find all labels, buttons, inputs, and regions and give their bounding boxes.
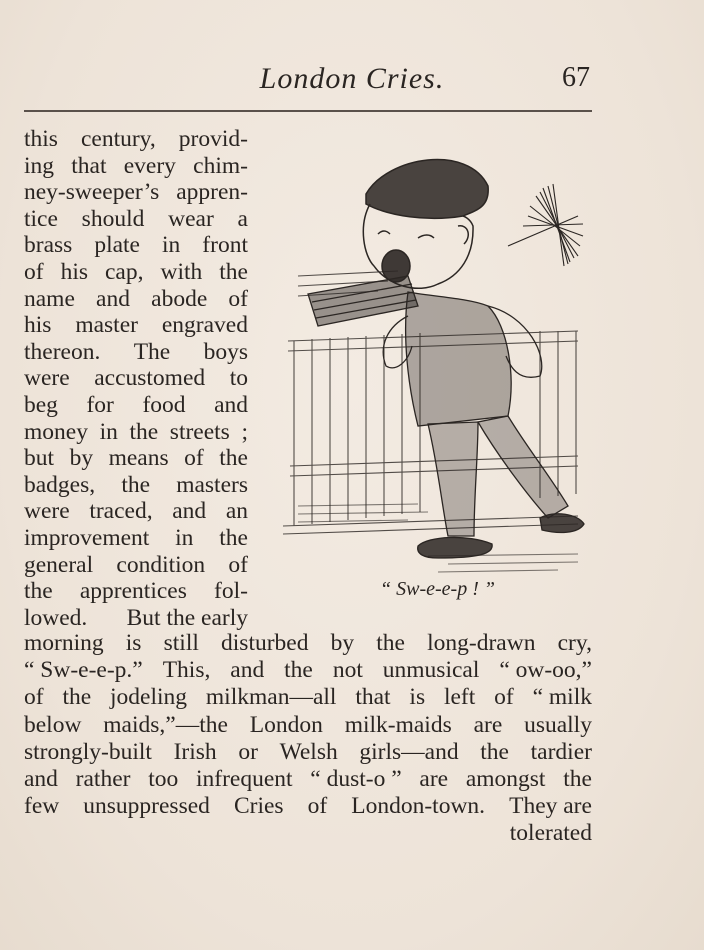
text-line	[24, 525, 248, 552]
word: tardier	[530, 738, 592, 765]
word: traced,	[89, 498, 153, 525]
word: ing	[24, 152, 55, 179]
word: ney-sweeper’s	[24, 179, 160, 206]
word: ;	[241, 418, 248, 445]
word: a	[237, 205, 248, 232]
word: plate	[94, 232, 140, 259]
word: This,	[162, 657, 211, 684]
word: chim-	[193, 152, 248, 179]
word: for	[86, 391, 114, 418]
body-text	[24, 630, 592, 848]
word: milkman—all	[205, 684, 337, 711]
word: in	[175, 524, 194, 551]
text-line	[24, 339, 248, 366]
word: the	[563, 766, 592, 793]
word: They are	[509, 793, 592, 820]
word: Irish	[173, 738, 217, 765]
word: The	[133, 338, 171, 365]
word: is	[409, 684, 426, 711]
word: appren-	[176, 179, 248, 206]
word: the	[219, 258, 248, 285]
word: his	[60, 258, 88, 285]
word: abode	[151, 285, 208, 312]
word: “ Sw-e-e-p.”	[24, 657, 143, 684]
text-line	[24, 259, 248, 286]
word: too	[148, 766, 179, 793]
word: streets	[169, 418, 230, 445]
word: fol-	[214, 578, 248, 605]
word: of	[24, 258, 44, 285]
word: London-town.	[351, 793, 486, 820]
word: or	[238, 738, 258, 765]
word: improvement	[24, 524, 150, 551]
word: few	[24, 793, 60, 820]
sweep-brush	[508, 184, 583, 266]
chimney-sweep-illustration	[278, 126, 592, 578]
word: morning	[24, 630, 104, 656]
word: and	[172, 498, 207, 525]
word: are	[473, 711, 503, 738]
text-line	[24, 766, 592, 793]
word: of	[228, 551, 248, 578]
text-line	[24, 605, 248, 632]
word: thereon.	[24, 338, 101, 365]
word: and	[214, 391, 248, 418]
word: with	[160, 258, 203, 285]
word: means	[108, 445, 169, 472]
word: his	[24, 312, 52, 339]
word: “ dust-o ”	[310, 766, 402, 793]
text-line	[24, 472, 248, 499]
text-line	[24, 232, 248, 259]
word: unsuppressed	[83, 793, 210, 820]
word: of	[307, 793, 328, 820]
word: the	[376, 630, 405, 656]
word: London	[249, 711, 323, 738]
word: still	[163, 630, 199, 656]
word: is	[125, 630, 142, 656]
word: engraved	[161, 312, 248, 339]
word: that	[71, 152, 107, 179]
word: to	[229, 365, 248, 392]
word: master	[75, 312, 138, 339]
word: rather	[75, 766, 131, 793]
word: every	[123, 152, 176, 179]
column-text	[24, 126, 248, 631]
word: “ ow-oo,”	[499, 657, 592, 684]
word: cap,	[104, 258, 144, 285]
text-line-last	[24, 820, 592, 847]
text-line	[24, 392, 248, 419]
word: boys	[203, 338, 248, 365]
word: by	[69, 445, 94, 472]
word: the	[62, 684, 92, 711]
word: were	[24, 498, 70, 525]
word: in	[99, 418, 118, 445]
word: tolerated	[509, 820, 592, 847]
word: milk-maids	[344, 711, 452, 738]
word: brass	[24, 232, 73, 259]
text-line	[24, 126, 248, 153]
word: the	[219, 445, 248, 472]
word: unmusical	[382, 657, 480, 684]
word: strongly-built	[24, 738, 152, 765]
sweep-body	[308, 276, 542, 426]
word: girls—and	[359, 738, 459, 765]
word: apprentices	[79, 578, 187, 605]
word: this	[24, 126, 58, 152]
text-line	[24, 445, 248, 472]
text-line	[24, 419, 248, 446]
word: “ milk	[532, 684, 592, 711]
text-line	[24, 657, 592, 684]
word: were	[24, 365, 70, 392]
word: tice	[24, 205, 58, 232]
word: that	[355, 684, 391, 711]
word: of	[228, 285, 248, 312]
sweep-legs	[418, 416, 584, 558]
text-line	[24, 312, 248, 339]
word: but	[24, 445, 55, 472]
word: money	[24, 418, 88, 445]
text-line	[24, 684, 592, 711]
word: provid-	[178, 126, 248, 152]
sweep-head	[363, 160, 488, 289]
word: beg	[24, 391, 58, 418]
word: infrequent	[195, 766, 293, 793]
word: should	[81, 205, 145, 232]
word: Cries	[233, 793, 284, 820]
word: food	[142, 391, 186, 418]
word: disturbed	[221, 630, 309, 656]
word: are	[419, 766, 449, 793]
word: masters	[176, 471, 248, 498]
text-line	[24, 365, 248, 392]
word: the	[219, 524, 248, 551]
word: by	[330, 630, 355, 656]
word: below	[24, 711, 82, 738]
header-rule	[24, 110, 592, 112]
word: left	[443, 684, 476, 711]
word: and	[230, 657, 265, 684]
text-line	[24, 793, 592, 820]
word: the	[284, 657, 313, 684]
word: the	[480, 738, 509, 765]
word: amongst	[465, 766, 546, 793]
word: of	[24, 684, 44, 711]
word: front	[202, 232, 248, 259]
text-line	[24, 630, 592, 657]
word: But the early	[126, 604, 248, 631]
page-number: 67	[562, 62, 590, 93]
word: an	[225, 498, 248, 525]
word: wear	[168, 205, 214, 232]
word: jodeling	[110, 684, 188, 711]
illustration-caption: “ Sw-e-e-p ! ”	[380, 578, 495, 600]
text-line	[24, 153, 248, 180]
word: and	[24, 766, 58, 793]
text-line	[24, 498, 248, 525]
word: of	[494, 684, 514, 711]
word: Welsh	[279, 738, 338, 765]
word: lowed.	[24, 604, 88, 631]
word: century,	[80, 126, 156, 152]
text-line	[24, 712, 592, 739]
text-line	[24, 739, 592, 766]
word: and	[96, 285, 130, 312]
word: condition	[116, 551, 206, 578]
text-line	[24, 552, 248, 579]
word: the	[24, 578, 53, 605]
word: accustomed	[94, 365, 206, 392]
word: long-drawn	[427, 630, 536, 656]
word: badges,	[24, 471, 96, 498]
word: name	[24, 285, 75, 312]
word: the	[129, 418, 159, 445]
text-line	[24, 206, 248, 233]
running-title: London Cries.	[259, 62, 445, 95]
word: usually	[524, 711, 592, 738]
word: the	[121, 471, 151, 498]
text-line	[24, 286, 248, 313]
word: cry,	[557, 630, 592, 656]
text-line	[24, 179, 248, 206]
word: maids,”—the	[103, 711, 228, 738]
word: not	[332, 657, 363, 684]
text-line	[24, 578, 248, 605]
word: general	[24, 551, 94, 578]
word: in	[162, 232, 181, 259]
word: of	[184, 445, 204, 472]
